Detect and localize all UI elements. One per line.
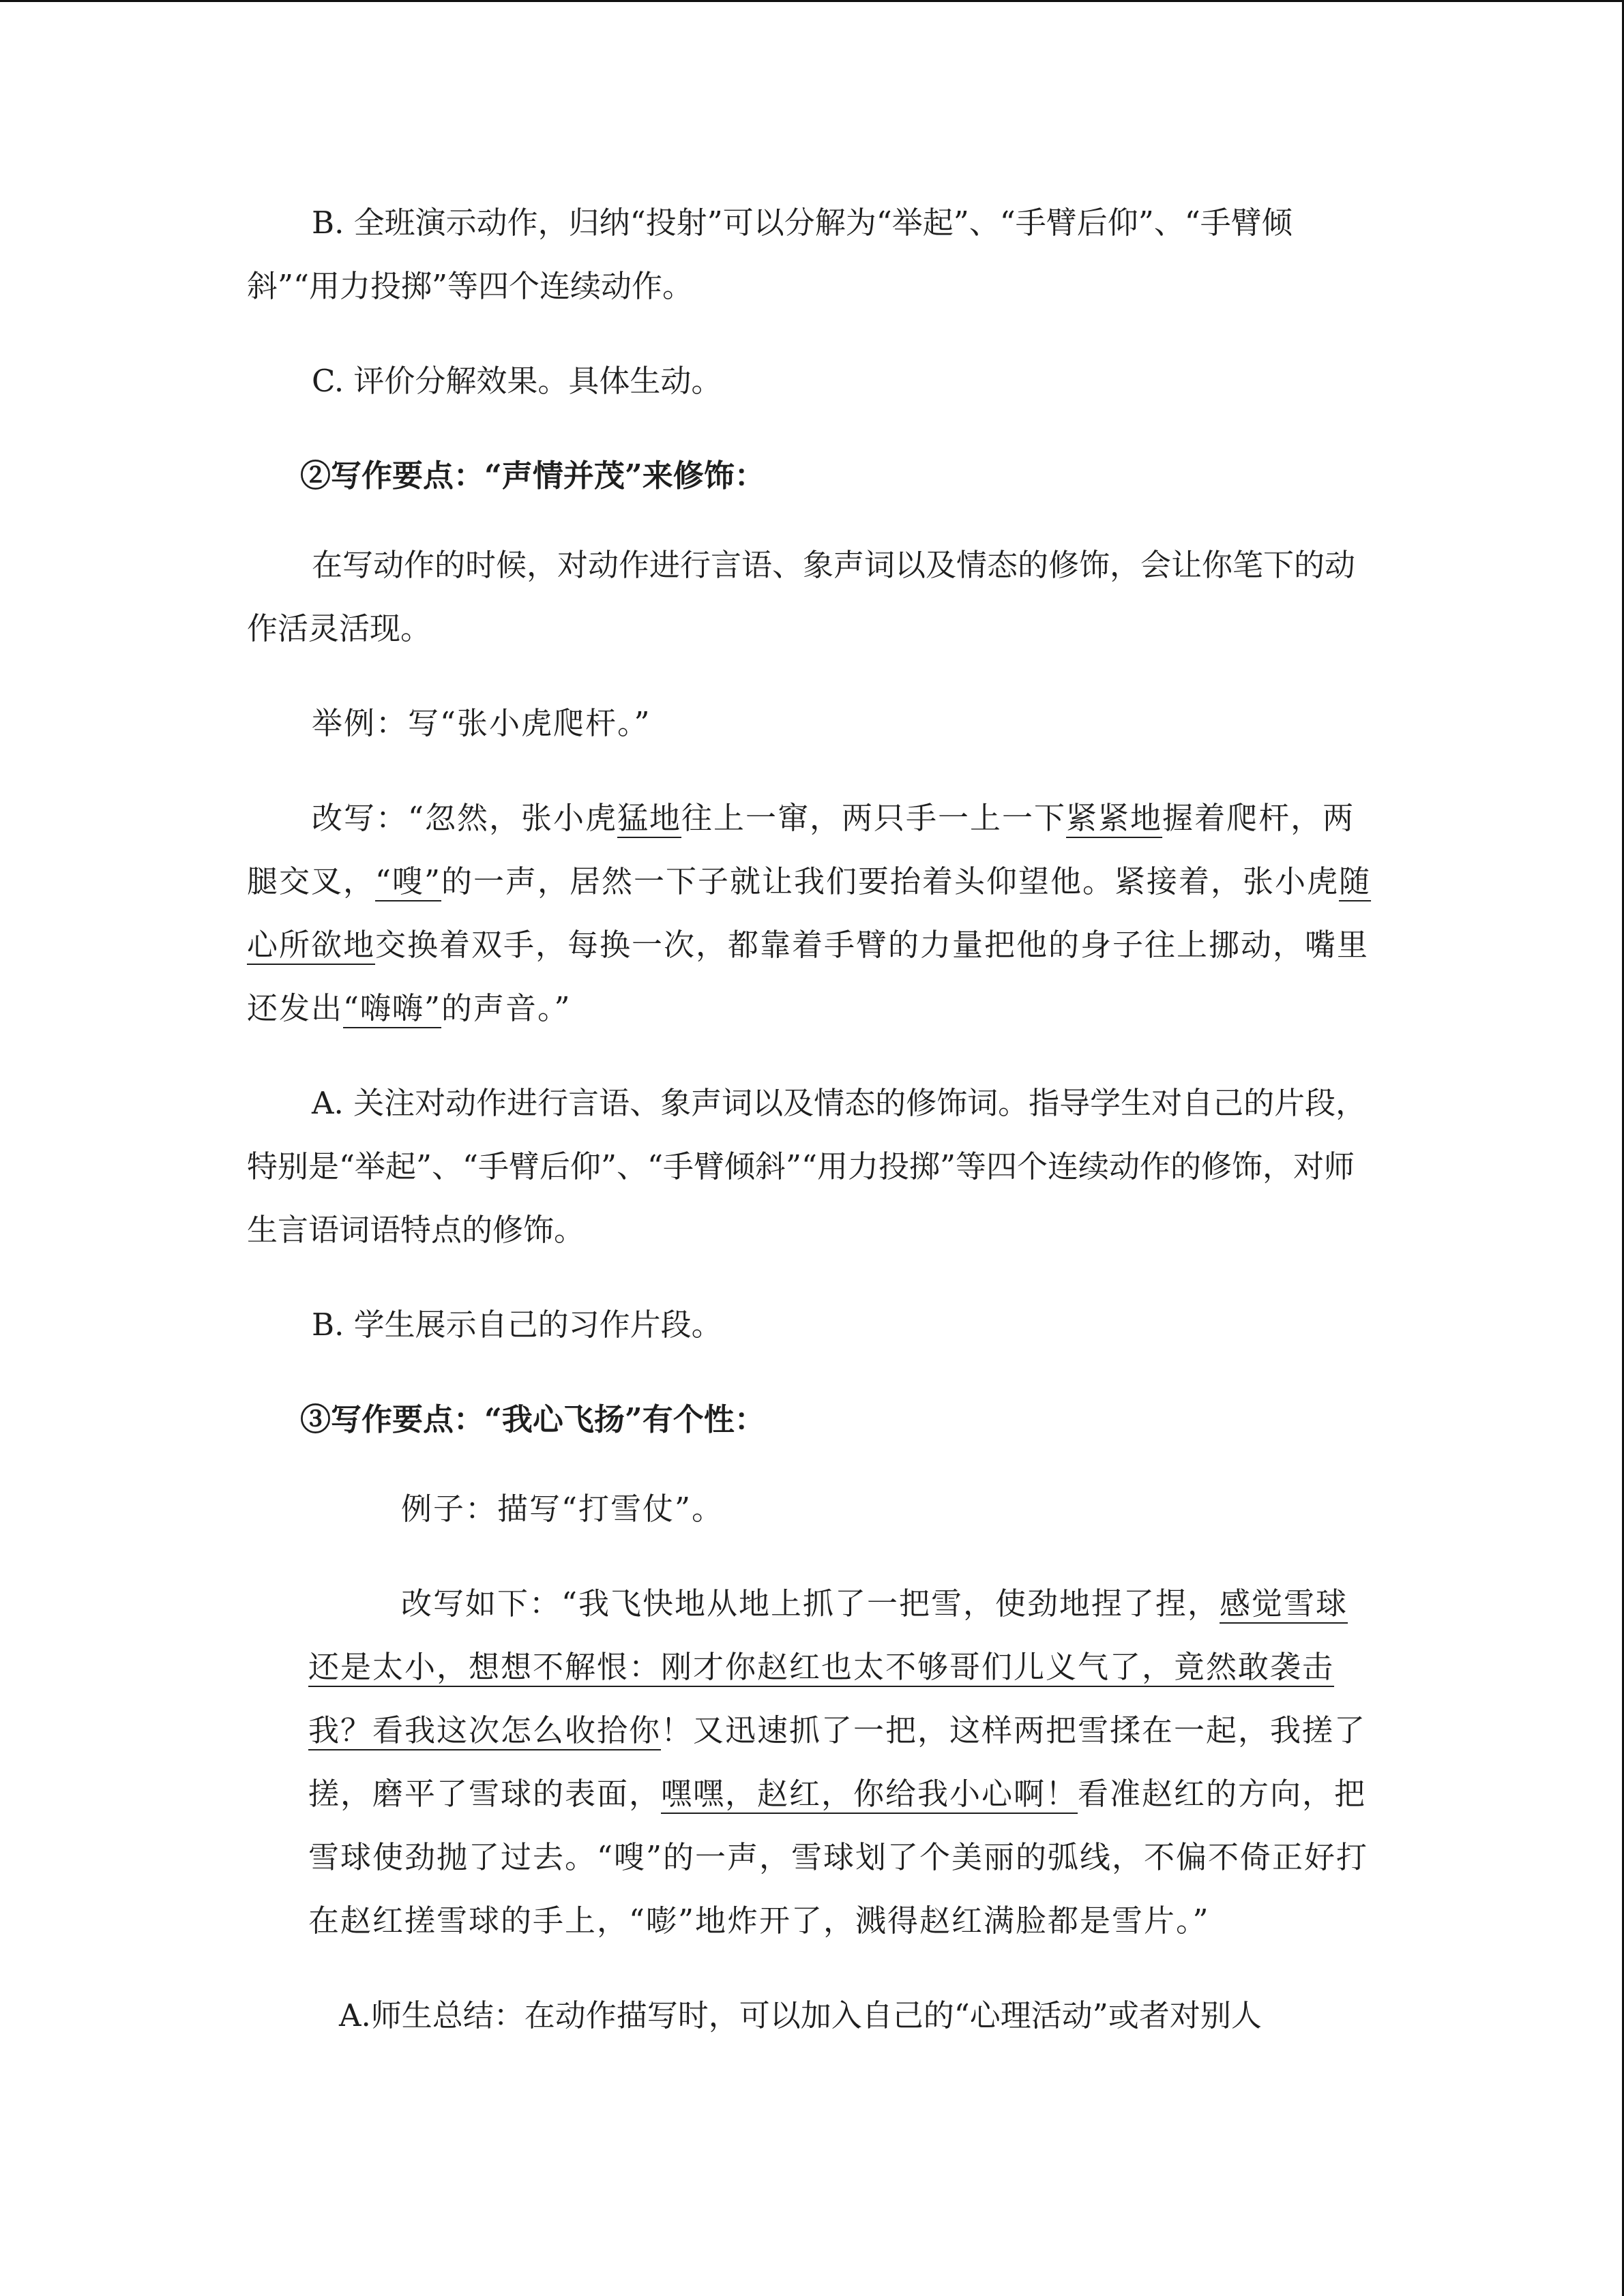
underlined-phrase: “嗖” [375, 863, 442, 899]
rewrite-example-2 [308, 1572, 1379, 1952]
underlined-phrase: 嘿嘿，赵红，你给我小心啊！ [661, 1776, 1078, 1812]
item-b-demo: B. 全班演示动作，归纳“投射”可以分解为“举起”、“手臂后仰”、“手臂倾斜”“用力投掷”等四个连续动作。 [247, 205, 1293, 304]
underlined-phrase: 猛地 [617, 800, 682, 836]
heading-writing-point-3: ③写作要点：“我心飞扬”有个性： [300, 1401, 765, 1437]
rewrite-text: 握着爬杆，两腿交叉， [247, 800, 1355, 899]
underlined-phrase: 随心所欲地 [247, 863, 1372, 963]
rewrite-text: 改写：“忽然，张小虎 [312, 800, 618, 836]
item-b-show: B. 学生展示自己的习作片段。 [312, 1307, 722, 1343]
underlined-phrase: 紧紧地 [1066, 800, 1163, 836]
rewrite-text: 往上一窜，两只手一上一下 [681, 800, 1067, 836]
rewrite-text: ！又迅速抓了一把，这样两把雪揉在一起，我搓了搓，磨平了雪球的表面， [308, 1712, 1367, 1812]
example-block-snowball [247, 1477, 1379, 1952]
rewrite-text: 交换着双手，每换一次，都靠着手臂的力量把他的身子往上挪动，嘴里还发出 [247, 927, 1370, 1026]
summary-line: A.师生总结：在动作描写时，可以加入自己的“心理活动”或者对别人 [339, 1997, 1262, 2033]
example-intro: 举例：写“张小虎爬杆。” [312, 705, 651, 741]
item-a-focus: A. 关注对动作进行言语、象声词以及情态的修饰词。指导学生对自己的片段，特别是“举起”、“手臂后仰”、“手臂倾斜”“用力投掷”等四个连续动作的修饰，对师生言语词语特点的修饰。 [247, 1085, 1367, 1248]
document-body [247, 191, 1379, 2078]
item-c-evaluate: C. 评价分解效果。具体生动。 [312, 363, 722, 399]
underlined-phrase: 感觉雪球还是太小，想想不解恨：刚才你赵红也太不够哥们儿义气了，竟然敢袭击我？看我这次怎么收拾你 [308, 1585, 1348, 1748]
paragraph-modify-actions: 在写动作的时候，对动作进行言语、象声词以及情态的修饰，会让你笔下的动作活灵活现。 [247, 547, 1356, 646]
example-snowball-intro: 例子：描写“打雪仗”。 [401, 1491, 724, 1527]
heading-writing-point-2: ②写作要点：“声情并茂”来修饰： [300, 458, 765, 494]
rewrite-example-1 [247, 786, 1379, 1040]
rewrite-text: 改写如下：“我飞快地从地上抓了一把雪，使劲地捏了捏， [401, 1585, 1220, 1622]
rewrite-text: 看准赵红的方向，把雪球使劲抛了过去。“嗖”的一声，雪球划了个美丽的弧线，不偏不倚正好打在赵红搓雪球的手上，“嘭”地炸开了，溅得赵红满脸都是雪片。” [308, 1776, 1369, 1939]
rewrite-text: 的一声，居然一下子就让我们要抬着头仰望他。紧接着，张小虎 [441, 863, 1340, 899]
rewrite-text: 的声音。” [441, 990, 572, 1026]
underlined-phrase: “嗨嗨” [343, 990, 442, 1026]
